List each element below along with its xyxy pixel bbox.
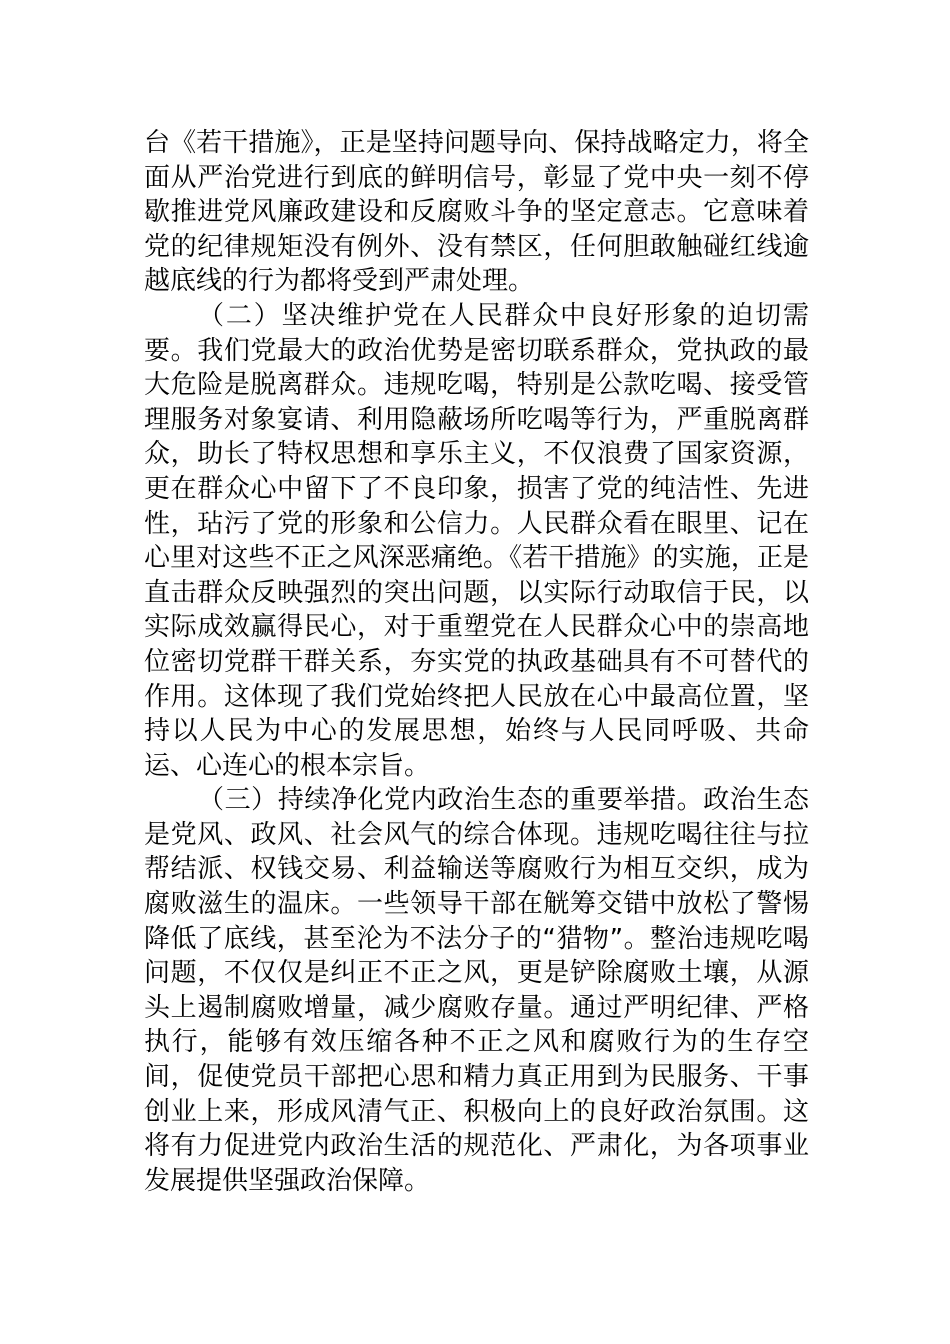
paragraph-continuation: 台《若干措施》，正是坚持问题导向、保持战略定力，将全面从严治党进行到底的鲜明信号，彰显了党中央一刻不停歇推进党风廉政建设和反腐败斗争的坚定意志。它意味着党的纪律规矩没有例外、没有禁区，任何胆敢触碰红线逾越底线的行为都将受到严肃处理。 <box>144 128 809 297</box>
paragraph-section-three: （三）持续净化党内政治生态的重要举措。政治生态是党风、政风、社会风气的综合体现。违规吃喝往往与拉帮结派、权钱交易、利益输送等腐败行为相互交织，成为腐败滋生的温床。一些领导干部在觥筹交错中放松了警惕降低了底线，甚至沦为不法分子的“猎物”。整治违规吃喝问题，不仅仅是纠正不正之风，更是铲除腐败土壤，从源头上遏制腐败增量，减少腐败存量。通过严明纪律、严格执行，能够有效压缩各种不正之风和腐败行为的生存空间，促使党员干部把心思和精力真正用到为民服务、干事创业上来，形成风清气正、积极向上的良好政治氛围。这将有力促进党内政治生活的规范化、严肃化，为各项事业发展提供坚强政治保障。 <box>144 785 809 1196</box>
paragraph-section-two: （二）坚决维护党在人民群众中良好形象的迫切需要。我们党最大的政治优势是密切联系群众，党执政的最大危险是脱离群众。违规吃喝，特别是公款吃喝、接受管理服务对象宴请、利用隐蔽场所吃喝等行为，严重脱离群众，助长了特权思想和享乐主义，不仅浪费了国家资源，更在群众心中留下了不良印象，损害了党的纯洁性、先进性，玷污了党的形象和公信力。人民群众看在眼里、记在心里对这些不正之风深恶痛绝。《若干措施》的实施，正是直击群众反映强烈的突出问题，以实际行动取信于民，以实际成效赢得民心，对于重塑党在人民群众心中的崇高地位密切党群干群关系，夯实党的执政基础具有不可替代的作用。这体现了我们党始终把人民放在心中最高位置，坚持以人民为中心的发展思想，始终与人民同呼吸、共命运、心连心的根本宗旨。 <box>144 300 809 781</box>
document-body <box>144 126 809 1198</box>
